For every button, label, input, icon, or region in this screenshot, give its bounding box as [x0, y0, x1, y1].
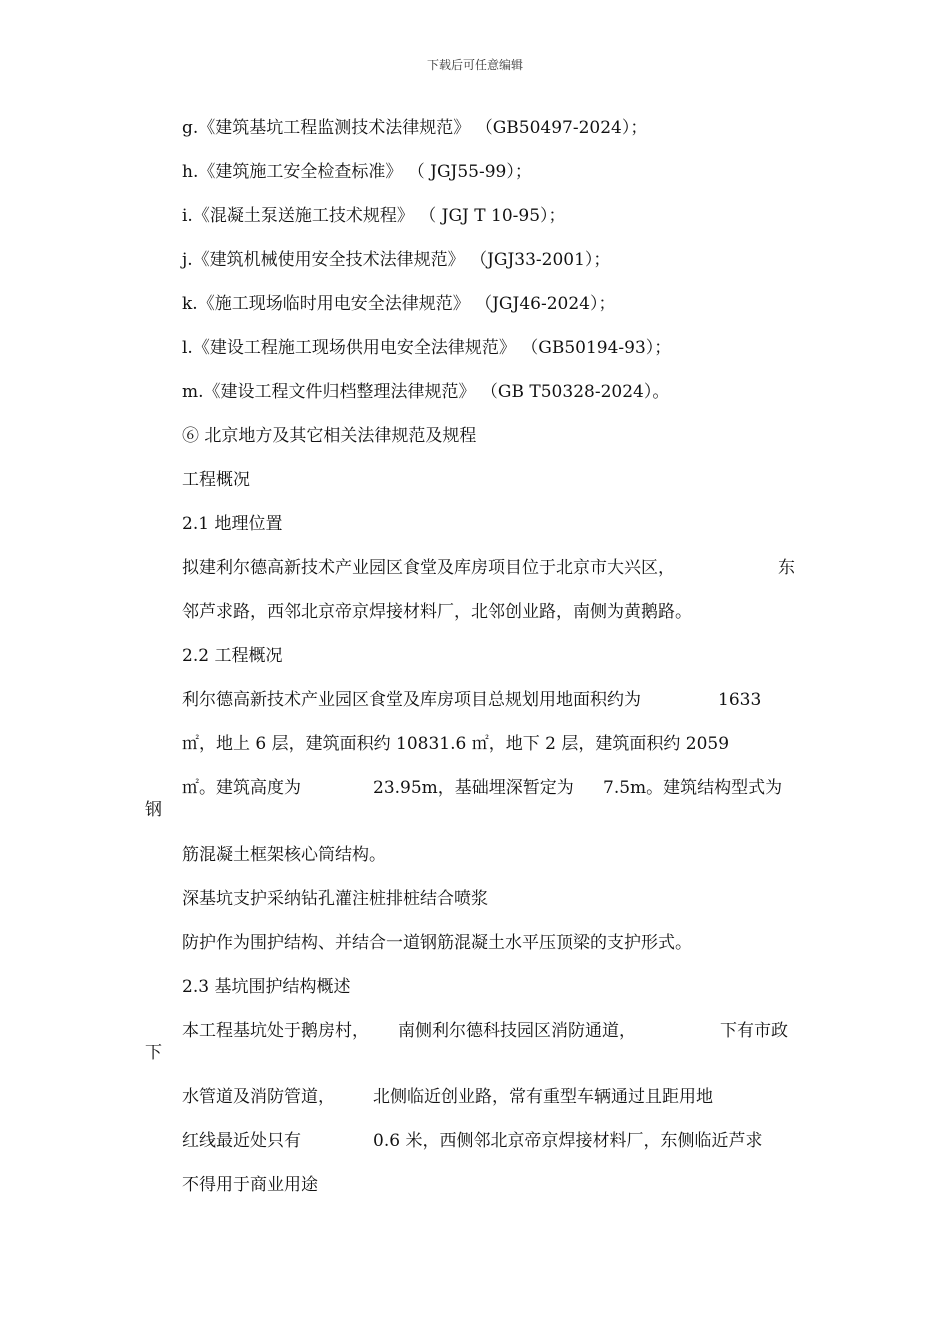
wrapped-character: 钢: [145, 800, 162, 820]
paragraph-line: 利尔德高新技术产业园区食堂及库房项目总规划用地面积约为: [182, 690, 641, 710]
paragraph-line-part: 0.6 米，西侧邻北京帝京焊接材料厂，东侧临近芦求: [373, 1131, 763, 1151]
paragraph-line-end: 东: [778, 558, 795, 578]
reference-item-6: ⑥ 北京地方及其它相关法律规范及规程: [182, 426, 477, 446]
page-header: 下载后可任意编辑: [426, 58, 523, 72]
paragraph-line-part: 红线最近处只有: [182, 1131, 301, 1151]
reference-item-g: g.《建筑基坑工程监测技术法律规范》 （GB50497-2024）；: [182, 118, 648, 138]
reference-item-k: k.《施工现场临时用电安全法律规范》 （JGJ46-2024）；: [182, 294, 616, 314]
paragraph-line: ㎡，地上 6 层，建筑面积约 10831.6 ㎡，地下 2 层，建筑面积约 2059: [182, 734, 730, 754]
paragraph-line-part: 北侧临近创业路，常有重型车辆通过且距用地: [373, 1087, 713, 1107]
reference-item-i: i.《混凝土泵送施工技术规程》 （ JGJ T 10-95）；: [182, 206, 566, 226]
paragraph-line: 邻芦求路，西邻北京帝京焊接材料厂，北邻创业路，南侧为黄鹅路。: [182, 602, 692, 622]
paragraph-line: 拟建利尔德高新技术产业园区食堂及库房项目位于北京市大兴区，: [182, 558, 675, 578]
paragraph-line: 筋混凝土框架核心筒结构。: [182, 845, 386, 865]
paragraph-line-part: 下有市政: [720, 1021, 788, 1041]
paragraph-line: 深基坑支护采纳钻孔灌注桩排桩结合喷浆: [182, 889, 488, 909]
reference-item-m: m.《建设工程文件归档整理法律规范》 （GB T50328-2024）。: [182, 382, 670, 402]
paragraph-line-part: 本工程基坑处于鹅房村，: [182, 1021, 369, 1041]
reference-item-h: h.《建筑施工安全检查标准》 （ JGJ55-99）；: [182, 162, 532, 182]
paragraph-line-part: 23.95m，基础埋深暂定为: [373, 778, 574, 798]
paragraph-line-part: 水管道及消防管道，: [182, 1087, 335, 1107]
reference-item-j: j.《建筑机械使用安全技术法律规范》 （JGJ33-2001）；: [182, 250, 611, 270]
section-heading-2-3: 2.3 基坑围护结构概述: [182, 977, 351, 997]
paragraph-line-part: 7.5m。建筑结构型式为: [603, 778, 783, 798]
page-footer-note: 不得用于商业用途: [182, 1175, 318, 1195]
paragraph-line-part: ㎡。建筑高度为: [182, 778, 301, 798]
section-heading-2-2: 2.2 工程概况: [182, 646, 283, 666]
paragraph-value: 1633: [718, 690, 762, 710]
paragraph-line: 防护作为围护结构、并结合一道钢筋混凝土水平压顶梁的支护形式。: [182, 933, 692, 953]
paragraph-line-part: 南侧利尔德科技园区消防通道，: [398, 1021, 636, 1041]
section-heading-overview: 工程概况: [182, 470, 250, 490]
reference-item-l: l.《建设工程施工现场供用电安全法律规范》 （GB50194-93）；: [182, 338, 672, 358]
wrapped-character: 下: [145, 1043, 162, 1063]
section-heading-2-1: 2.1 地理位置: [182, 514, 283, 534]
